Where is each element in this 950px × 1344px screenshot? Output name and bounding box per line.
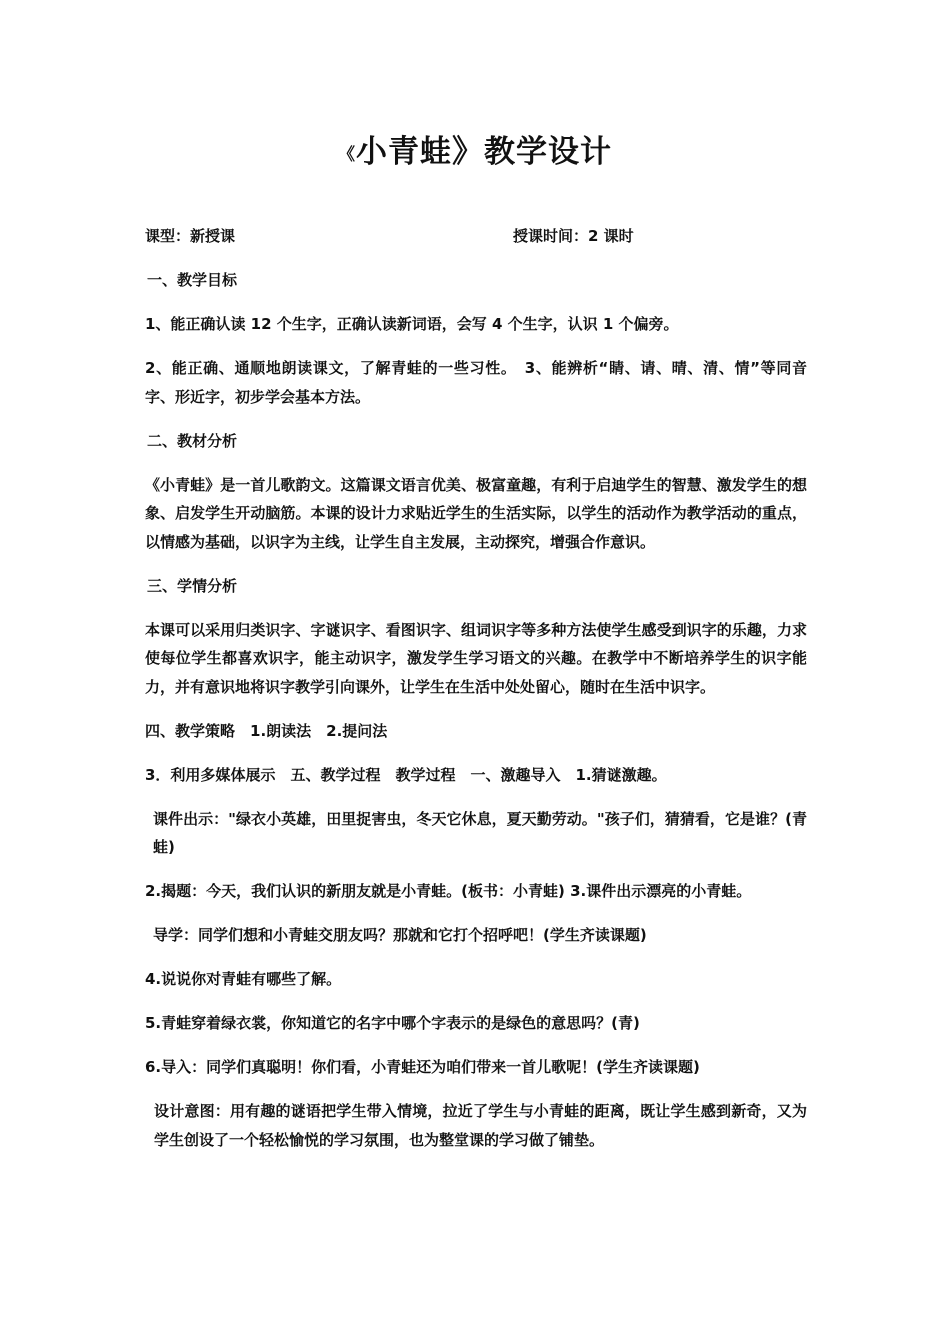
- section-heading-goals: 一、教学目标: [147, 271, 238, 289]
- guide-text: 导学：同学们想和小青蛙交朋友吗？那就和它打个招呼吧！(学生齐读课题): [153, 926, 647, 944]
- step-5: 5.青蛙穿着绿衣裳，你知道它的名字中哪个字表示的是绿色的意思吗？(青): [145, 1014, 640, 1032]
- lesson-time: 授课时间：2 课时: [513, 227, 634, 245]
- strategy-3-and-process: 3．利用多媒体展示 五、教学过程 教学过程 一、激趣导入 1.猜谜激趣。: [145, 765, 667, 784]
- document-body: [145, 266, 807, 1170]
- step-6: 6.导入：同学们真聪明！你们看，小青蛙还为咱们带来一首儿歌呢！(学生齐读课题): [145, 1058, 700, 1076]
- goal-1: 1、能正确认读 12 个生字，正确认读新词语，会写 4 个生字，认识 1 个偏旁。: [145, 315, 679, 333]
- teaching-strategy: 四、教学策略 1.朗读法 2.提问法: [145, 721, 388, 740]
- title-text: 小青蛙》教学设计: [356, 134, 612, 170]
- section-heading-material: 二、教材分析: [147, 431, 238, 450]
- step-2: 2.揭题：今天，我们认识的新朋友就是小青蛙。(板书：小青蛙) 3.课件出示漂亮的小青蛙。: [145, 882, 752, 900]
- lesson-type: 课型：新授课: [145, 227, 236, 245]
- lesson-meta: [145, 224, 810, 248]
- material-analysis: 《小青蛙》是一首儿歌韵文。这篇课文语言优美、极富童趣，有利于启迪学生的智慧、激发学生的想象、启发学生开动脑筋。本课的设计力求贴近学生的生活实际，以学生的活动作为教学活动的重点，以情感为基础，以识字为主线，让学生自主发展，主动探究，增强合作意识。: [145, 475, 807, 551]
- section-heading-students: 三、学情分析: [147, 576, 238, 595]
- title-open-bracket: 《: [338, 145, 356, 165]
- design-intent: 设计意图：用有趣的谜语把学生带入情境，拉近了学生与小青蛙的距离，既让学生感到新奇，又为学生创设了一个轻松愉悦的学习氛围，也为整堂课的学习做了铺垫。: [154, 1102, 807, 1149]
- courseware-riddle: 课件出示："绿衣小英雄，田里捉害虫，冬天它休息，夏天勤劳动。"孩子们，猜猜看，它是谁？(青蛙): [153, 809, 807, 856]
- goal-2: 2、能正确、通顺地朗读课文，了解青蛙的一些习性。 3、能辨析“睛、请、晴、清、情”等同音字、形近字，初步学会基本方法。: [145, 359, 807, 406]
- step-4: 4.说说你对青蛙有哪些了解。: [145, 970, 342, 988]
- student-analysis: 本课可以采用归类识字、字谜识字、看图识字、组词识字等多种方法使学生感受到识字的乐趣，力求使每位学生都喜欢识字，能主动识字，激发学生学习语文的兴趣。在教学中不断培养学生的识字能力，并有意识地将识字教学引向课外，让学生在生活中处处留心，随时在生活中识字。: [145, 620, 807, 696]
- document-title: [0, 132, 950, 175]
